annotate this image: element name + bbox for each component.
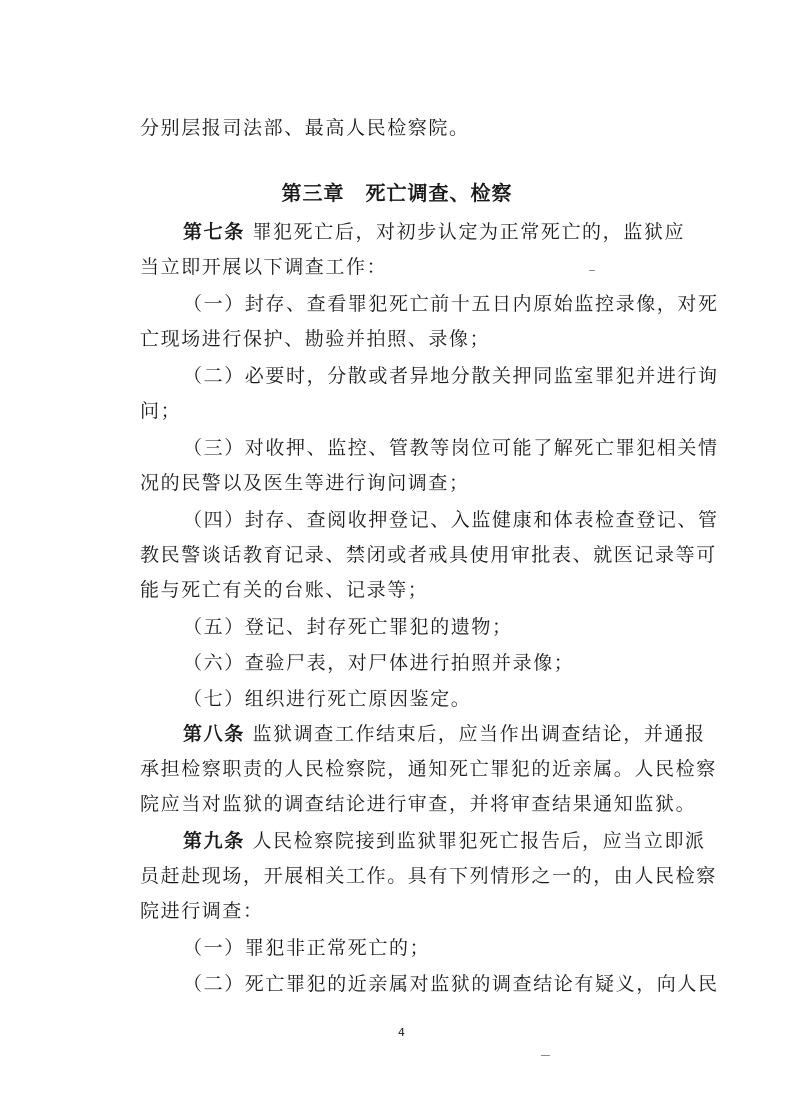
line-text: 监狱调查工作结束后，应当作出调查结论，并通报: [252, 723, 706, 745]
article-eight-line: [183, 722, 706, 746]
list-item-line: [183, 651, 574, 675]
line-text: （二）必要时，分散或者异地分散关押同监室罪犯并进行询: [183, 365, 719, 387]
line-text: 分别层报司法部、最高人民检察院。: [140, 117, 470, 139]
text-line: [140, 792, 696, 816]
line-text: （二）死亡罪犯的近亲属对监狱的调查结论有疑义，向人民: [183, 973, 719, 995]
line-text: 况的民警以及医生等进行询问调查；: [140, 472, 470, 494]
text-line: [140, 578, 428, 602]
line-text: 教民警谈话教育记录、禁闭或者戒具使用审批表、就医记录等可: [140, 544, 717, 566]
line-text: 员赶赴现场，开展相关工作。具有下列情形之一的，由人民检察: [140, 865, 717, 887]
text-line: [140, 255, 387, 279]
text-line: [140, 899, 264, 923]
list-item-line: [183, 364, 719, 388]
article-seven-line: [183, 220, 685, 244]
text-line: [140, 543, 717, 567]
line-text: （一）封存、查看罪犯死亡前十五日内原始监控录像，对死: [183, 293, 719, 315]
list-item-line: [183, 436, 719, 460]
line-text: 罪犯死亡后，对初步认定为正常死亡的，监狱应: [252, 221, 686, 243]
line-text: （三）对收押、监控、管教等岗位可能了解死亡罪犯相关情: [183, 437, 719, 459]
page-number: 4: [398, 1026, 405, 1039]
article-label: 第七条: [183, 221, 245, 243]
line-text: 当立即开展以下调查工作：: [140, 256, 388, 278]
chapter-heading: 第三章 死亡调查、检察: [281, 181, 513, 205]
list-item-line: [183, 615, 513, 639]
line-text: 能与死亡有关的台账、记录等；: [140, 579, 429, 601]
article-label: 第九条: [183, 830, 245, 852]
list-item-line: [183, 936, 430, 960]
line-text: 问；: [140, 400, 182, 422]
line-text: 人民检察院接到监狱罪犯死亡报告后，应当立即派: [252, 830, 706, 852]
line-text: 院应当对监狱的调查结论进行审查，并将审查结果通知监狱。: [140, 793, 697, 815]
article-label: 第八条: [183, 723, 245, 745]
line-text: 承担检察职责的人民检察院，通知死亡罪犯的近亲属。人民检察: [140, 758, 717, 780]
line-text: 亡现场进行保护、勘验并拍照、录像；: [140, 328, 491, 350]
list-item-line: [183, 972, 719, 996]
text-line: [140, 116, 470, 140]
scan-speck: [541, 1055, 550, 1056]
list-item-line: [183, 508, 719, 532]
line-text: （一）罪犯非正常死亡的；: [183, 937, 431, 959]
text-line: [140, 399, 181, 423]
text-line: [140, 757, 717, 781]
article-nine-line: [183, 829, 706, 853]
line-text: 院进行调查：: [140, 900, 264, 922]
text-line: [140, 327, 490, 351]
list-item-line: [183, 292, 719, 316]
line-text: （七）组织进行死亡原因鉴定。: [183, 688, 472, 710]
scan-speck: [589, 270, 595, 271]
line-text: （六）查验尸表，对尸体进行拍照并录像；: [183, 652, 575, 674]
line-text: （五）登记、封存死亡罪犯的遗物；: [183, 616, 513, 638]
text-line: [140, 864, 717, 888]
list-item-line: [183, 687, 471, 711]
line-text: （四）封存、查阅收押登记、入监健康和体表检查登记、管: [183, 509, 719, 531]
text-line: [140, 471, 470, 495]
